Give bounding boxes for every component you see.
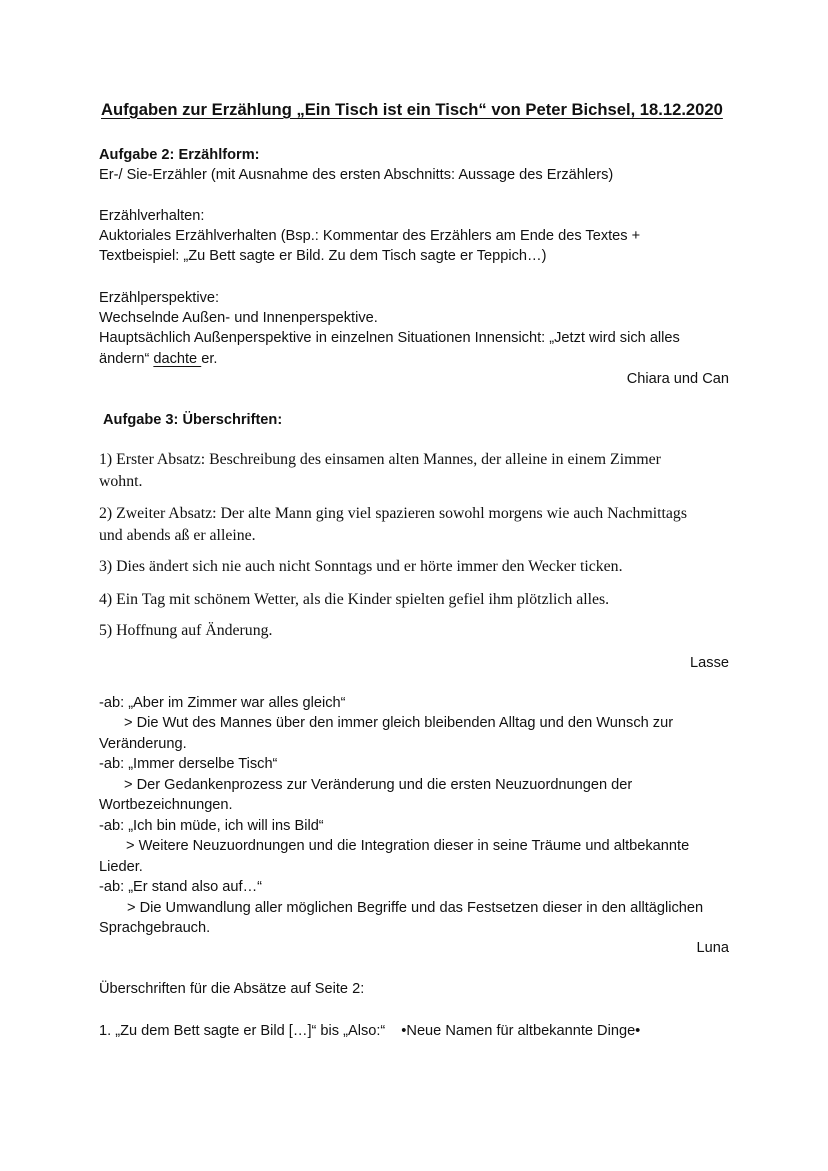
abschnitt-3-desc-line-1: > Weitere Neuzuordnungen und die Integration dieser in seine Träume und altbekannte <box>126 838 690 854</box>
aufgabe3-item-3: 3) Dies ändert sich nie auch nicht Sonntags und er hörte immer den Wecker ticken. <box>99 558 623 575</box>
seite2-heading: Überschriften für die Absätze auf Seite 2: <box>99 981 365 997</box>
abschnitt-4: -ab: „Er stand also auf…“ <box>99 879 263 895</box>
aufgabe2-erzaehlform: Er-/ Sie-Erzähler (mit Ausnahme des ersten Abschnitts: Aussage des Erzählers) <box>99 167 614 183</box>
document-title: Aufgaben zur Erzählung „Ein Tisch ist ein Tisch“ von Peter Bichsel, 18.12.2020 <box>101 100 723 119</box>
abschnitt-2-desc-line-1: > Der Gedankenprozess zur Veränderung und die ersten Neuzuordnungen der <box>124 777 633 793</box>
aufgabe2-heading: Aufgabe 2: Erzählform: <box>99 147 260 163</box>
erzaehlverhalten-line-2: Textbeispiel: „Zu Bett sagte er Bild. Zu dem Tisch sagte er Teppich…) <box>99 248 547 264</box>
aufgabe3-item-1-line-2: wohnt. <box>99 473 143 490</box>
aufgabe2-authors: Chiara und Can <box>626 371 729 387</box>
aufgabe3-item-1-line-1: 1) Erster Absatz: Beschreibung des einsamen alten Mannes, der alleine in einem Zimmer <box>99 451 661 468</box>
perspektive-text-a: ändern“ <box>99 351 154 367</box>
aufgabe3-heading: Aufgabe 3: Überschriften: <box>103 412 283 428</box>
erzaehlperspektive-line-1: Wechselnde Außen- und Innenperspektive. <box>99 310 378 326</box>
erzaehlperspektive-line-2: Hauptsächlich Außenperspektive in einzelnen Situationen Innensicht: „Jetzt wird sich alles <box>99 330 680 346</box>
abschnitt-4-desc-line-1: > Die Umwandlung aller möglichen Begriffe und das Festsetzen dieser in den alltäglichen <box>127 900 704 916</box>
perspektive-underlined-word: dachte <box>153 351 202 367</box>
abschnitt-3-desc-line-2: Lieder. <box>99 859 143 875</box>
abschnitt-2-desc-line-2: Wortbezeichnungen. <box>99 797 233 813</box>
seite2-item-1 <box>99 1021 640 1041</box>
erzaehlperspektive-label: Erzählperspektive: <box>99 290 220 306</box>
abschnitt-1-desc-line-2: Veränderung. <box>99 736 187 752</box>
aufgabe3-item-5: 5) Hoffnung auf Änderung. <box>99 622 273 639</box>
perspektive-text-c: er. <box>201 351 218 367</box>
erzaehlverhalten-line-1: Auktoriales Erzählverhalten (Bsp.: Kommentar des Erzählers am Ende des Textes + <box>99 228 641 244</box>
seite2-item-1-range: 1. „Zu dem Bett sagte er Bild […]“ bis „Also:“ <box>99 1023 386 1039</box>
aufgabe3-item-4: 4) Ein Tag mit schönem Wetter, als die Kinder spielten gefiel ihm plötzlich alles. <box>99 591 610 608</box>
erzaehlperspektive-line-3 <box>99 349 217 369</box>
abschnitt-4-desc-line-2: Sprachgebrauch. <box>99 920 211 936</box>
abschnitt-1: -ab: „Aber im Zimmer war alles gleich“ <box>99 695 346 711</box>
seite2-item-1-title: •Neue Namen für altbekannte Dinge• <box>401 1023 641 1039</box>
abschnitte-author: Luna <box>696 940 729 956</box>
abschnitt-3: -ab: „Ich bin müde, ich will ins Bild“ <box>99 818 324 834</box>
erzaehlverhalten-label: Erzählverhalten: <box>99 208 205 224</box>
abschnitt-1-desc-line-1: > Die Wut des Mannes über den immer gleich bleibenden Alltag und den Wunsch zur <box>124 715 674 731</box>
abschnitt-2: -ab: „Immer derselbe Tisch“ <box>99 756 278 772</box>
aufgabe3-author: Lasse <box>690 655 729 671</box>
aufgabe3-item-2-line-2: und abends aß er alleine. <box>99 527 256 544</box>
aufgabe3-item-2-line-1: 2) Zweiter Absatz: Der alte Mann ging viel spazieren sowohl morgens wie auch Nachmittags <box>99 505 687 522</box>
